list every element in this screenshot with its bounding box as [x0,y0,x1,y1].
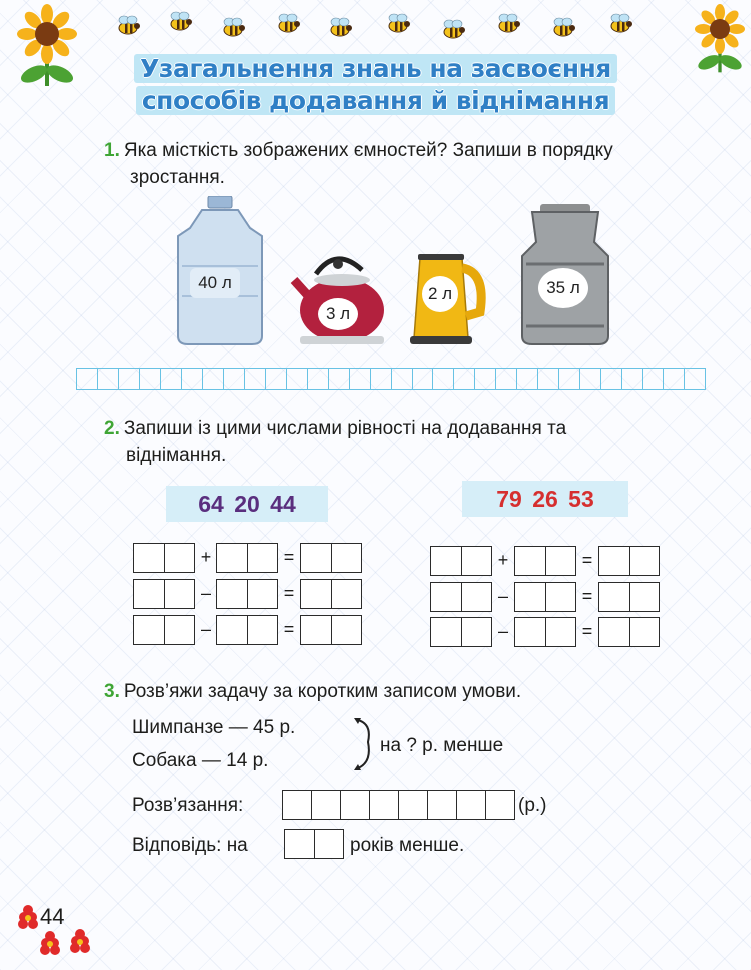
equals-sign: = [283,547,295,567]
solution-input[interactable] [282,790,515,820]
page-number: 44 [40,904,65,929]
equation-input[interactable] [430,582,492,612]
equals-sign: = [581,586,593,606]
kettle-icon [286,240,390,346]
equation-input[interactable] [514,546,576,576]
page-title-line2: способів додавання й віднімання [0,86,751,115]
milk-can-capacity-label: 35 л [538,268,588,308]
equation-input[interactable] [598,617,660,647]
equation-input[interactable] [133,615,195,645]
equals-sign: = [581,550,593,570]
condition-line2: Собака — 14 р. [132,750,269,771]
electric-kettle-capacity-label: 2 л [422,276,458,312]
minus-sign: – [200,583,211,603]
equation-input[interactable] [133,543,195,573]
solution-label: Розв’язання: [132,795,244,816]
minus-sign: – [497,621,508,641]
minus-sign: – [200,619,211,639]
task2-left-numbers: 64 20 44 [166,486,328,522]
equation-input[interactable] [430,617,492,647]
task3-text: 3. Розв’яжи задачу за коротким записом умови. [104,681,522,702]
equation-input[interactable] [430,546,492,576]
equation-input[interactable] [514,582,576,612]
equation-input[interactable] [216,543,278,573]
equation-input[interactable] [598,582,660,612]
equation-input[interactable] [300,615,362,645]
task2-right-numbers: 79 26 53 [462,481,628,517]
equation-input[interactable] [300,579,362,609]
bottle-capacity-label: 40 л [190,268,240,298]
equation-input[interactable] [216,579,278,609]
plus-sign: + [497,550,509,570]
task1-text: 1. Яка місткість зображених ємностей? Запиши в порядку зростання. [104,140,613,188]
answer-input[interactable] [284,829,344,859]
equation-input[interactable] [300,543,362,573]
plus-sign: + [200,547,212,567]
brace-arrow-icon [352,716,376,772]
solution-unit: (р.) [518,795,547,816]
answer-label: Відповідь: на [132,835,248,856]
kettle-capacity-label: 3 л [318,298,358,330]
equals-sign: = [283,583,295,603]
page-title-line1: Узагальнення знань на засвоєння [0,54,751,83]
bees-decoration-icon [108,8,648,48]
equation-input[interactable] [216,615,278,645]
equals-sign: = [283,619,295,639]
answer-suffix: років менше. [350,835,465,856]
task2-text: 2. Запиши із цими числами рівності на додавання та віднімання. [104,418,567,466]
task1-answer-cells[interactable] [76,368,706,390]
brace-note: на ? р. менше [380,735,504,756]
equation-input[interactable] [598,546,660,576]
equation-input[interactable] [133,579,195,609]
equals-sign: = [581,621,593,641]
minus-sign: – [497,586,508,606]
equation-input[interactable] [514,617,576,647]
condition-line1: Шимпанзе — 45 р. [132,717,296,738]
